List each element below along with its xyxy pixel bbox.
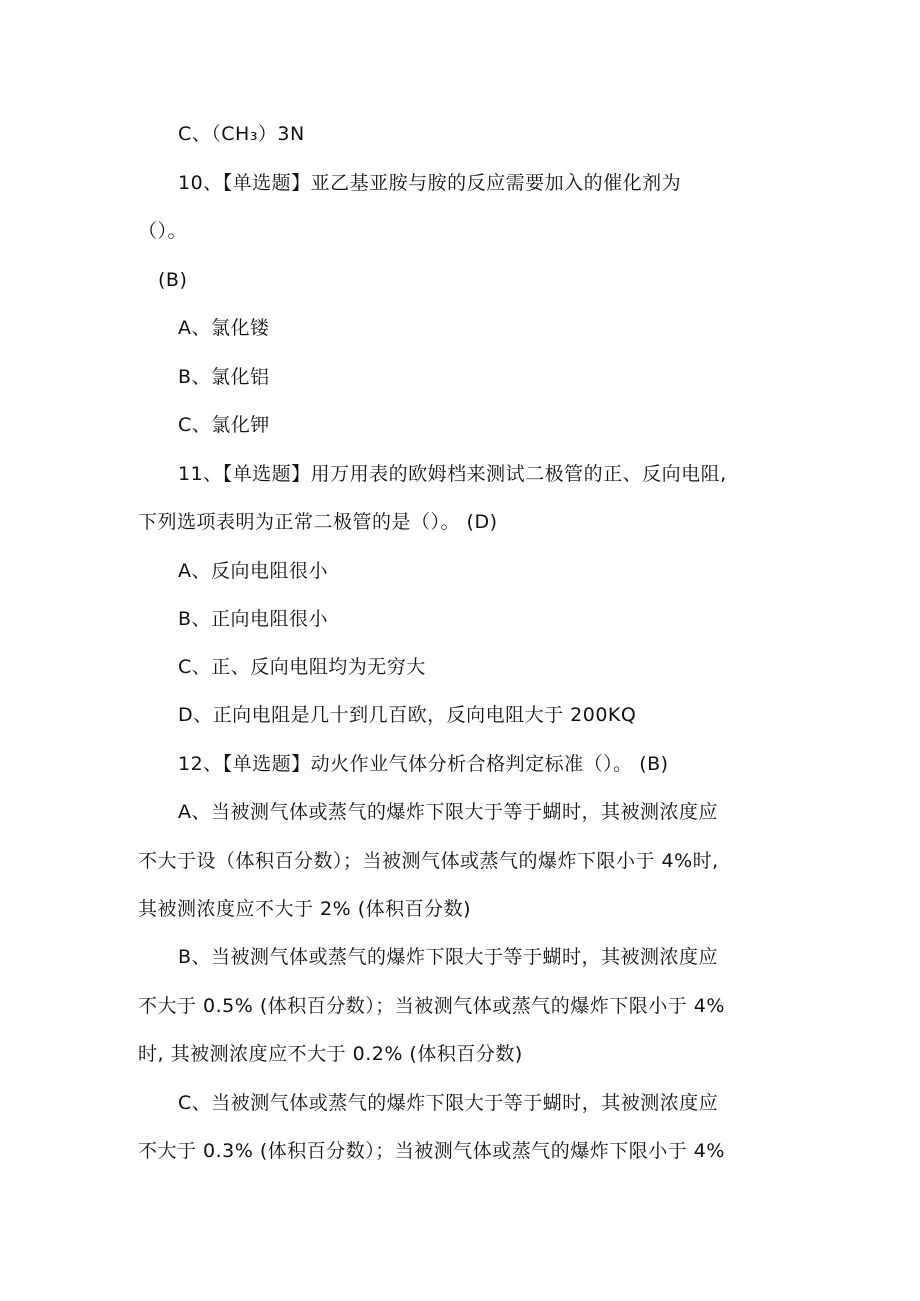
q12-option-a-line1: A、当被测气体或蒸气的爆炸下限大于等于蝴时，其被测浓度应 <box>178 801 718 823</box>
q12-option-c-line2: 不大于 0.3% (体积百分数）；当被测气体或蒸气的爆炸下限小于 4% <box>138 1140 725 1162</box>
q11-stem-continued: 下列选项表明为正常二极管的是（）。 (D) <box>138 511 498 533</box>
q12-stem: 12、【单选题】动火作业气体分析合格判定标准（）。 (B) <box>178 753 669 775</box>
q12-option-c-line1: C、当被测气体或蒸气的爆炸下限大于等于蝴时，其被测浓度应 <box>178 1092 719 1114</box>
q10-stem-continued: （）。 <box>138 220 188 242</box>
q12-option-b-line1: B、当被测气体或蒸气的爆炸下限大于等于蝴时，其被测浓度应 <box>178 946 719 968</box>
q11-option-d: D、正向电阻是几十到几百欧，反向电阻大于 200KQ <box>178 704 637 726</box>
q11-option-c: C、正、反向电阻均为无穷大 <box>178 656 426 678</box>
q12-option-b-line3: 时, 其被测浓度应不大于 0.2% (体积百分数) <box>138 1043 523 1065</box>
q11-stem: 11、【单选题】用万用表的欧姆档来测试二极管的正、反向电阻, <box>178 463 727 485</box>
q12-option-a-line2: 不大于设（体积百分数）；当被测气体或蒸气的爆炸下限小于 4%时, <box>138 850 719 872</box>
q12-option-b-line2: 不大于 0.5% (体积百分数）；当被测气体或蒸气的爆炸下限小于 4% <box>138 995 725 1017</box>
q10-option-a: A、氯化镂 <box>178 317 270 339</box>
q12-option-a-line3: 其被测浓度应不大于 2% (体积百分数) <box>138 898 472 920</box>
q10-option-b: B、氯化铝 <box>178 366 270 388</box>
q11-option-a: A、反向电阻很小 <box>178 560 328 582</box>
q11-option-b: B、正向电阻很小 <box>178 608 329 630</box>
q9-option-c: C、（CH₃）3N <box>178 123 305 145</box>
q10-answer: (B) <box>158 269 188 291</box>
q10-option-c: C、氯化钾 <box>178 414 270 436</box>
q10-stem: 10、【单选题】亚乙基亚胺与胺的反应需要加入的催化剂为 <box>178 172 682 194</box>
